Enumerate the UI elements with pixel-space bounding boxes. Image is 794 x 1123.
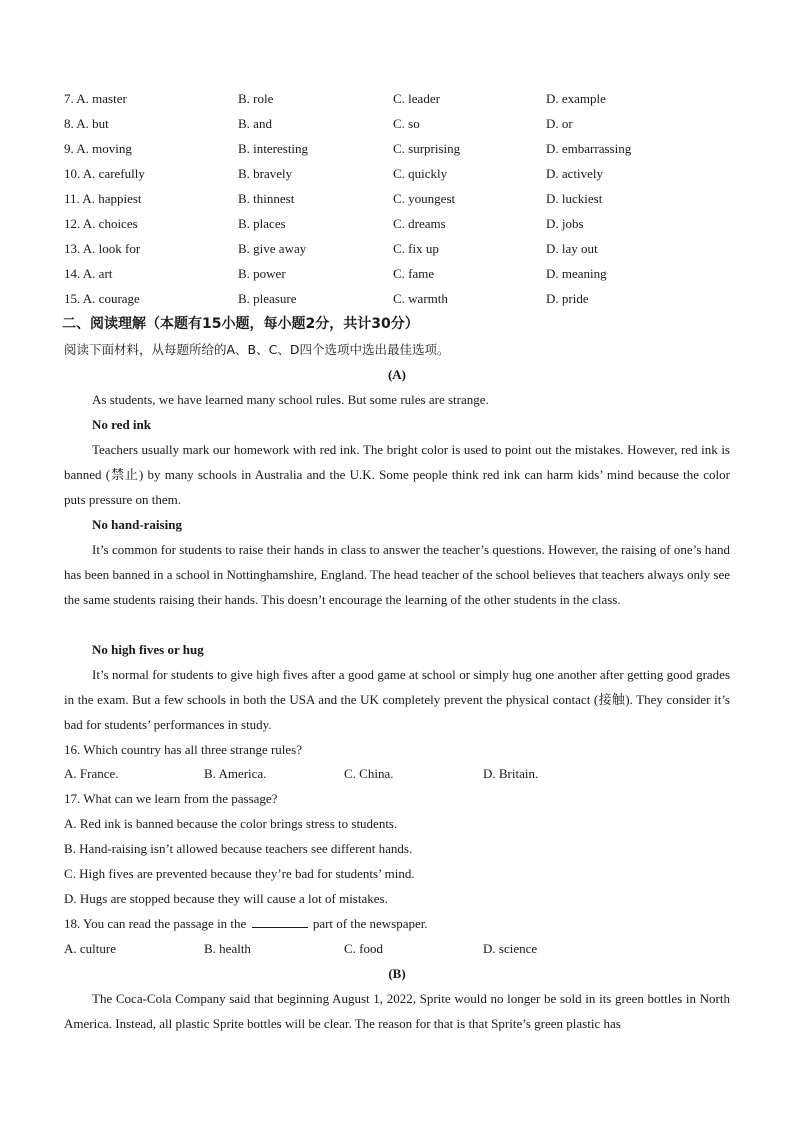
cloze-option-b[interactable]: B. thinnest [238,191,295,206]
q16-option-d[interactable]: D. Britain. [483,766,539,781]
cloze-option-c[interactable]: C. fame [393,266,435,281]
cloze-option-b[interactable]: B. pleasure [238,291,297,306]
cloze-option-b[interactable]: B. power [238,266,286,281]
q17-option-d[interactable]: D. Hugs are stopped because they will cause a lot of mistakes. [64,891,388,906]
cloze-option-row [64,261,744,286]
paragraph-high-fives: It’s normal for students to give high fives after a good game at school or simply hug one another after getting good grades in the exam. But a few schools in both the USA and the UK completely prevent the physical contact (接触). They consider it’s bad for students’ performances in study. [64,667,730,732]
cloze-option-row [64,136,744,161]
cloze-option-c[interactable]: C. leader [393,91,440,106]
cloze-option-a[interactable]: 8. A. but [64,116,109,131]
passage-a-label: (A) [387,367,407,382]
cloze-option-d[interactable]: D. lay out [546,241,598,256]
cloze-option-d[interactable]: D. luckiest [546,191,603,206]
cloze-option-a[interactable]: 7. A. master [64,91,127,106]
question-16: 16. Which country has all three strange rules? [64,742,303,757]
cloze-option-b[interactable]: B. and [238,116,272,131]
cloze-option-d[interactable]: D. actively [546,166,604,181]
cloze-option-d[interactable]: D. embarrassing [546,141,632,156]
cloze-option-c[interactable]: C. quickly [393,166,448,181]
q16-option-c[interactable]: C. China. [344,766,394,781]
cloze-option-b[interactable]: B. role [238,91,274,106]
cloze-option-b[interactable]: B. interesting [238,141,309,156]
passage-a-intro: As students, we have learned many school rules. But some rules are strange. [92,392,489,407]
cloze-option-c[interactable]: C. youngest [393,191,456,206]
section-2-title: 二、阅读理解（本题有15小题，每小题2分，共计30分） [62,316,419,332]
cloze-option-c[interactable]: C. dreams [393,216,446,231]
q18-stem-after: part of the newspaper. [312,916,428,931]
q18-option-b[interactable]: B. health [204,941,251,956]
q18-option-a[interactable]: A. culture [64,941,116,956]
cloze-option-a[interactable]: 15. A. courage [64,291,140,306]
cloze-option-row [64,111,744,136]
rule-heading-high-fives: No high fives or hug [92,642,204,657]
cloze-option-d[interactable]: D. meaning [546,266,607,281]
cloze-option-a[interactable]: 14. A. art [64,266,113,281]
cloze-option-b[interactable]: B. places [238,216,286,231]
cloze-option-c[interactable]: C. surprising [393,141,461,156]
cloze-option-b[interactable]: B. give away [238,241,307,256]
q17-option-b[interactable]: B. Hand-raising isn’t allowed because teachers see different hands. [64,841,413,856]
cloze-option-a[interactable]: 12. A. choices [64,216,138,231]
passage-b-label: (B) [388,966,406,981]
paragraph-sprite: The Coca-Cola Company said that beginning August 1, 2022, Sprite would no longer be sold in its green bottles in North America. Instead, all plastic Sprite bottles will be clear. The reason for that is that Sprite’s green plastic has [64,991,730,1031]
q16-option-a[interactable]: A. France. [64,766,119,781]
cloze-option-d[interactable]: D. example [546,91,606,106]
cloze-option-row [64,186,744,211]
question-17: 17. What can we learn from the passage? [64,791,278,806]
cloze-option-d[interactable]: D. or [546,116,573,131]
answer-blank [252,914,308,928]
cloze-option-row [64,86,744,111]
rule-heading-hand-raising: No hand-raising [92,517,182,532]
cloze-option-a[interactable]: 9. A. moving [64,141,132,156]
cloze-option-d[interactable]: D. pride [546,291,589,306]
cloze-option-d[interactable]: D. jobs [546,216,584,231]
question-16-options [64,761,744,786]
q17-option-a[interactable]: A. Red ink is banned because the color brings stress to students. [64,816,398,831]
cloze-option-a[interactable]: 13. A. look for [64,241,141,256]
q17-option-c[interactable]: C. High fives are prevented because they’re bad for students’ mind. [64,866,415,881]
cloze-option-a[interactable]: 10. A. carefully [64,166,145,181]
cloze-option-row [64,286,744,311]
q18-stem-before: 18. You can read the passage in the [64,916,247,931]
cloze-option-row [64,161,744,186]
rule-heading-red-ink: No red ink [92,417,151,432]
paragraph-hand-raising: It’s common for students to raise their hands in class to answer the teacher’s questions. However, the raising of one’s hand has been banned in a school in Nottinghamshire, England. The head teacher of the school believes that teachers always only see the same students raising their hands. This doesn’t encourage the learning of the other students in the class. [64,542,730,607]
question-18 [64,911,730,936]
cloze-option-a[interactable]: 11. A. happiest [64,191,142,206]
paragraph-red-ink: Teachers usually mark our homework with red ink. The bright color is used to point out the mistakes. However, red ink is banned (禁止) by many schools in Australia and the U.K. Some people think red ink can harm kids’ mind because the color puts pressure on them. [64,442,730,507]
q16-option-b[interactable]: B. America. [204,766,267,781]
cloze-option-b[interactable]: B. bravely [238,166,293,181]
cloze-option-row [64,211,744,236]
cloze-option-c[interactable]: C. so [393,116,420,131]
section-2-instruction: 阅读下面材料，从每题所给的A、B、C、D四个选项中选出最佳选项。 [64,342,450,357]
q18-option-d[interactable]: D. science [483,941,538,956]
cloze-option-c[interactable]: C. fix up [393,241,439,256]
q18-option-c[interactable]: C. food [344,941,383,956]
cloze-option-c[interactable]: C. warmth [393,291,448,306]
question-18-options [64,936,744,961]
cloze-option-row [64,236,744,261]
